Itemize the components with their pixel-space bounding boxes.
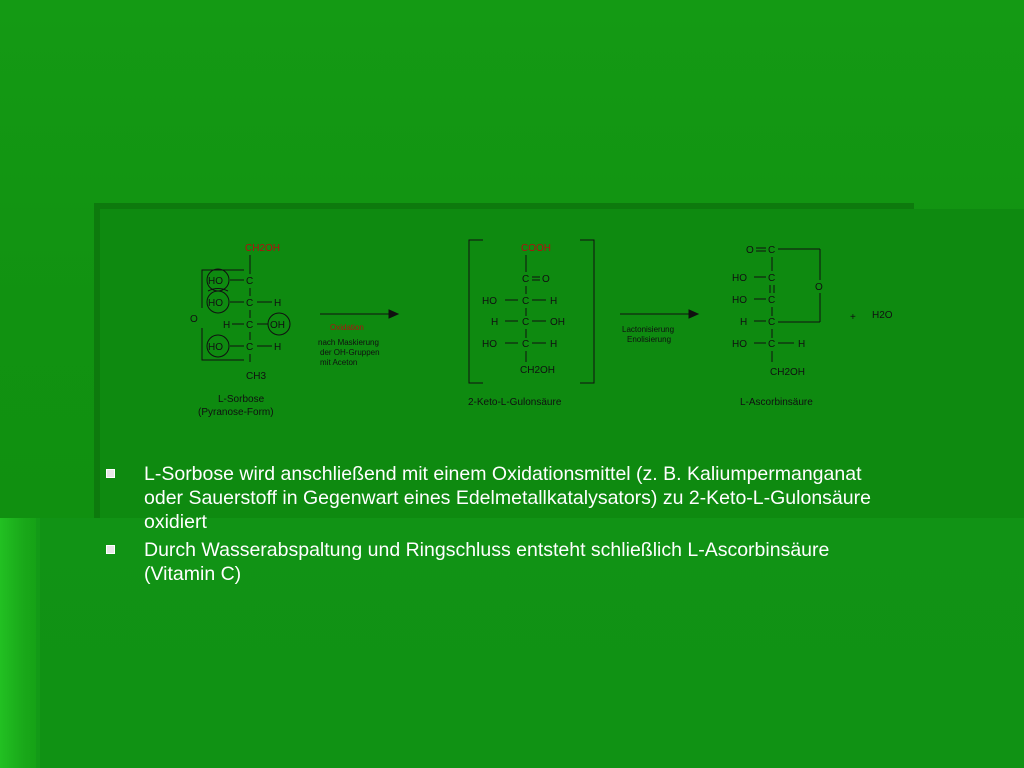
- ascorbic-row4-left: HO: [732, 339, 747, 350]
- arrow2-line1: Lactonisierung: [622, 325, 675, 334]
- gulonic-row1-left: HO: [482, 296, 497, 307]
- sorbose-name: L-Sorbose: [218, 394, 265, 405]
- lactonization-arrow: [620, 310, 698, 344]
- gulonic-row2-left: H: [491, 317, 499, 328]
- ascorbic-c2: C: [768, 273, 776, 284]
- gulonic-keto-o: O: [542, 274, 550, 285]
- gulonic-c3: C: [522, 296, 530, 307]
- sorbose-row2-left: HO: [208, 298, 223, 309]
- sorbose-ring-o: O: [190, 314, 198, 325]
- oxidation-arrow: [318, 310, 398, 367]
- gulonic-c5: C: [522, 339, 530, 350]
- gulonic-row1-right: H: [550, 296, 558, 307]
- sorbose-row4-right: H: [274, 342, 282, 353]
- ascorbic-acid-structure: [732, 245, 823, 408]
- sorbose-ch3: CH3: [246, 371, 267, 382]
- sorbose-row3-left: H: [223, 320, 231, 331]
- sorbose-row4-left: HO: [208, 342, 223, 353]
- keto-gulonic-structure: [468, 240, 594, 408]
- bullet-text: Durch Wasserabspaltung und Ringschluss entsteht schließlich L-Ascorbinsäure (Vitamin C): [144, 539, 830, 585]
- gulonic-row2-right: OH: [550, 317, 565, 328]
- ascorbic-row2-left: HO: [732, 295, 747, 306]
- ascorbic-row3-left: H: [740, 317, 748, 328]
- ascorbic-c5: C: [768, 339, 776, 350]
- arrow1-line1: nach Maskierung: [318, 338, 379, 347]
- sorbose-row2-right: H: [274, 298, 282, 309]
- water-label: H2O: [872, 310, 893, 321]
- gulonic-name: 2-Keto-L-Gulonsäure: [468, 397, 562, 408]
- ascorbic-carbonyl-o: O: [746, 245, 754, 256]
- sorbose-row3-right: OH: [270, 320, 285, 331]
- gulonic-cooh: COOH: [521, 243, 551, 254]
- gulonic-row3-left: HO: [482, 339, 497, 350]
- ascorbic-c1: C: [768, 245, 776, 256]
- gulonic-ch2oh: CH2OH: [520, 365, 556, 376]
- carbon-1: C: [246, 276, 254, 287]
- ascorbic-ring-o: O: [815, 282, 823, 293]
- sorbose-form: (Pyranose-Form): [198, 407, 274, 418]
- carbon-2: C: [246, 298, 254, 309]
- sorbose-ch2oh: CH2OH: [245, 243, 281, 254]
- square-bullet-icon: [106, 545, 115, 554]
- bullet-item: [104, 538, 904, 586]
- ascorbic-ch2oh: CH2OH: [770, 367, 806, 378]
- content-frame-left: [94, 203, 100, 518]
- ascorbic-c4: C: [768, 317, 776, 328]
- carbon-3: C: [246, 320, 254, 331]
- arrow1-top-label: Oxidation: [330, 323, 364, 332]
- water-byproduct: [850, 310, 893, 323]
- plus-sign: +: [850, 312, 856, 323]
- l-sorbose-structure: [190, 243, 290, 418]
- ascorbic-name: L-Ascorbinsäure: [740, 397, 813, 408]
- gulonic-row3-right: H: [550, 339, 558, 350]
- arrow1-line2: der OH-Gruppen: [320, 348, 380, 357]
- bullet-item: [104, 462, 904, 534]
- gulonic-c4: C: [522, 317, 530, 328]
- square-bullet-icon: [106, 469, 115, 478]
- ascorbic-row1-left: HO: [732, 273, 747, 284]
- arrow1-line3: mit Aceton: [320, 358, 358, 367]
- carbon-4: C: [246, 342, 254, 353]
- content-frame-top: [94, 203, 914, 209]
- ascorbic-c3: C: [768, 295, 776, 306]
- sorbose-row1-left: HO: [208, 276, 223, 287]
- left-accent-band: [0, 518, 40, 768]
- ascorbic-row4-right: H: [798, 339, 806, 350]
- bullet-list: [104, 462, 904, 590]
- reaction-scheme: [160, 230, 920, 420]
- bullet-text: L-Sorbose wird anschließend mit einem Oxidationsmittel (z. B. Kaliumpermanganat oder Sauerstoff in Gegenwart eines Edelmetallkatalysators) zu 2-Keto-L-Gulonsäure oxidiert: [144, 463, 871, 533]
- arrow2-line2: Enolisierung: [627, 335, 672, 344]
- gulonic-c2: C: [522, 274, 530, 285]
